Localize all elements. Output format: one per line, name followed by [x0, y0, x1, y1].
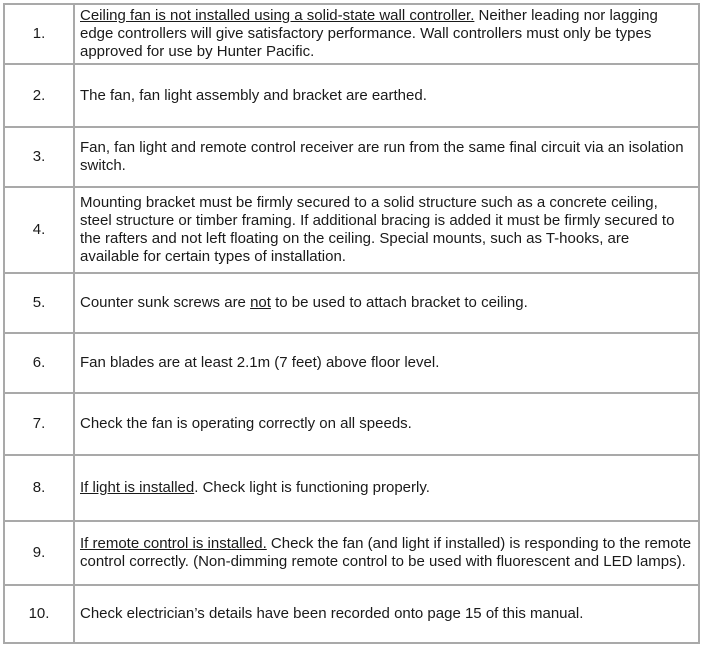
- item-body-text: Neither leading nor lagging edge controllers will give satisfactory performance. Wall controllers must only be types approved for use by Hunter Pacific.: [80, 7, 658, 60]
- table-row: [5, 274, 698, 334]
- item-body-text: Check the fan is operating correctly on all speeds.: [80, 415, 412, 432]
- item-text: [75, 128, 698, 188]
- item-body-text: Fan blades are at least 2.1m (7 feet) above floor level.: [80, 354, 440, 371]
- item-number: 10.: [5, 586, 75, 642]
- item-number: 2.: [5, 65, 75, 128]
- item-number: 4.: [5, 188, 75, 274]
- item-text: [75, 274, 698, 334]
- item-number: 3.: [5, 128, 75, 188]
- item-text: [75, 456, 698, 522]
- item-text: [75, 586, 698, 642]
- item-text: [75, 5, 698, 65]
- item-body-text: to be used to attach bracket to ceiling.: [270, 294, 528, 311]
- item-number: 1.: [5, 5, 75, 65]
- item-text: [75, 394, 698, 456]
- item-body-text: The fan, fan light assembly and bracket are earthed.: [80, 86, 427, 104]
- table-row: [5, 65, 698, 128]
- item-number: 8.: [5, 456, 75, 522]
- item-body-text: Counter sunk screws are: [80, 294, 251, 311]
- table-row: [5, 586, 698, 642]
- item-text: [75, 522, 698, 586]
- table-row: [5, 522, 698, 586]
- item-number: 7.: [5, 394, 75, 456]
- table-row: [5, 188, 698, 274]
- item-body-text: Check the fan (and light if installed) is responding to the remote control correctly. (Non-dimming remote control to be used with fluorescent and LED lamps).: [80, 535, 692, 570]
- table-row: [5, 334, 698, 394]
- item-body-text: Check electrician’s details have been recorded onto page 15 of this manual.: [80, 605, 584, 622]
- item-body-text: Mounting bracket must be firmly secured to a solid structure such as a concrete ceiling, steel structure or timber framing. If additional bracing is added it must be firmly secured to the rafters and not left floating on the ceiling. Special mounts, such as T-hooks, are available for certain types of installation.: [80, 194, 675, 265]
- item-number: 9.: [5, 522, 75, 586]
- item-body-text: Fan, fan light and remote control receiver are run from the same final circuit via an isolation switch.: [80, 139, 684, 174]
- item-text: [75, 334, 698, 394]
- table-row: [5, 394, 698, 456]
- installation-checklist-table: [3, 3, 700, 644]
- item-number: 5.: [5, 274, 75, 334]
- item-text: [75, 65, 698, 128]
- table-row: [5, 5, 698, 65]
- item-text: [75, 188, 698, 274]
- table-row: [5, 128, 698, 188]
- item-body-text: . Check light is functioning properly.: [194, 479, 430, 496]
- item-underlined-text: Ceiling fan is not installed using a solid-state wall controller.: [80, 7, 475, 24]
- item-underlined-text: If light is installed: [80, 479, 195, 496]
- table-row: [5, 456, 698, 522]
- item-underlined-text: If remote control is installed.: [80, 535, 267, 552]
- item-number: 6.: [5, 334, 75, 394]
- item-underlined-text: not: [250, 294, 271, 311]
